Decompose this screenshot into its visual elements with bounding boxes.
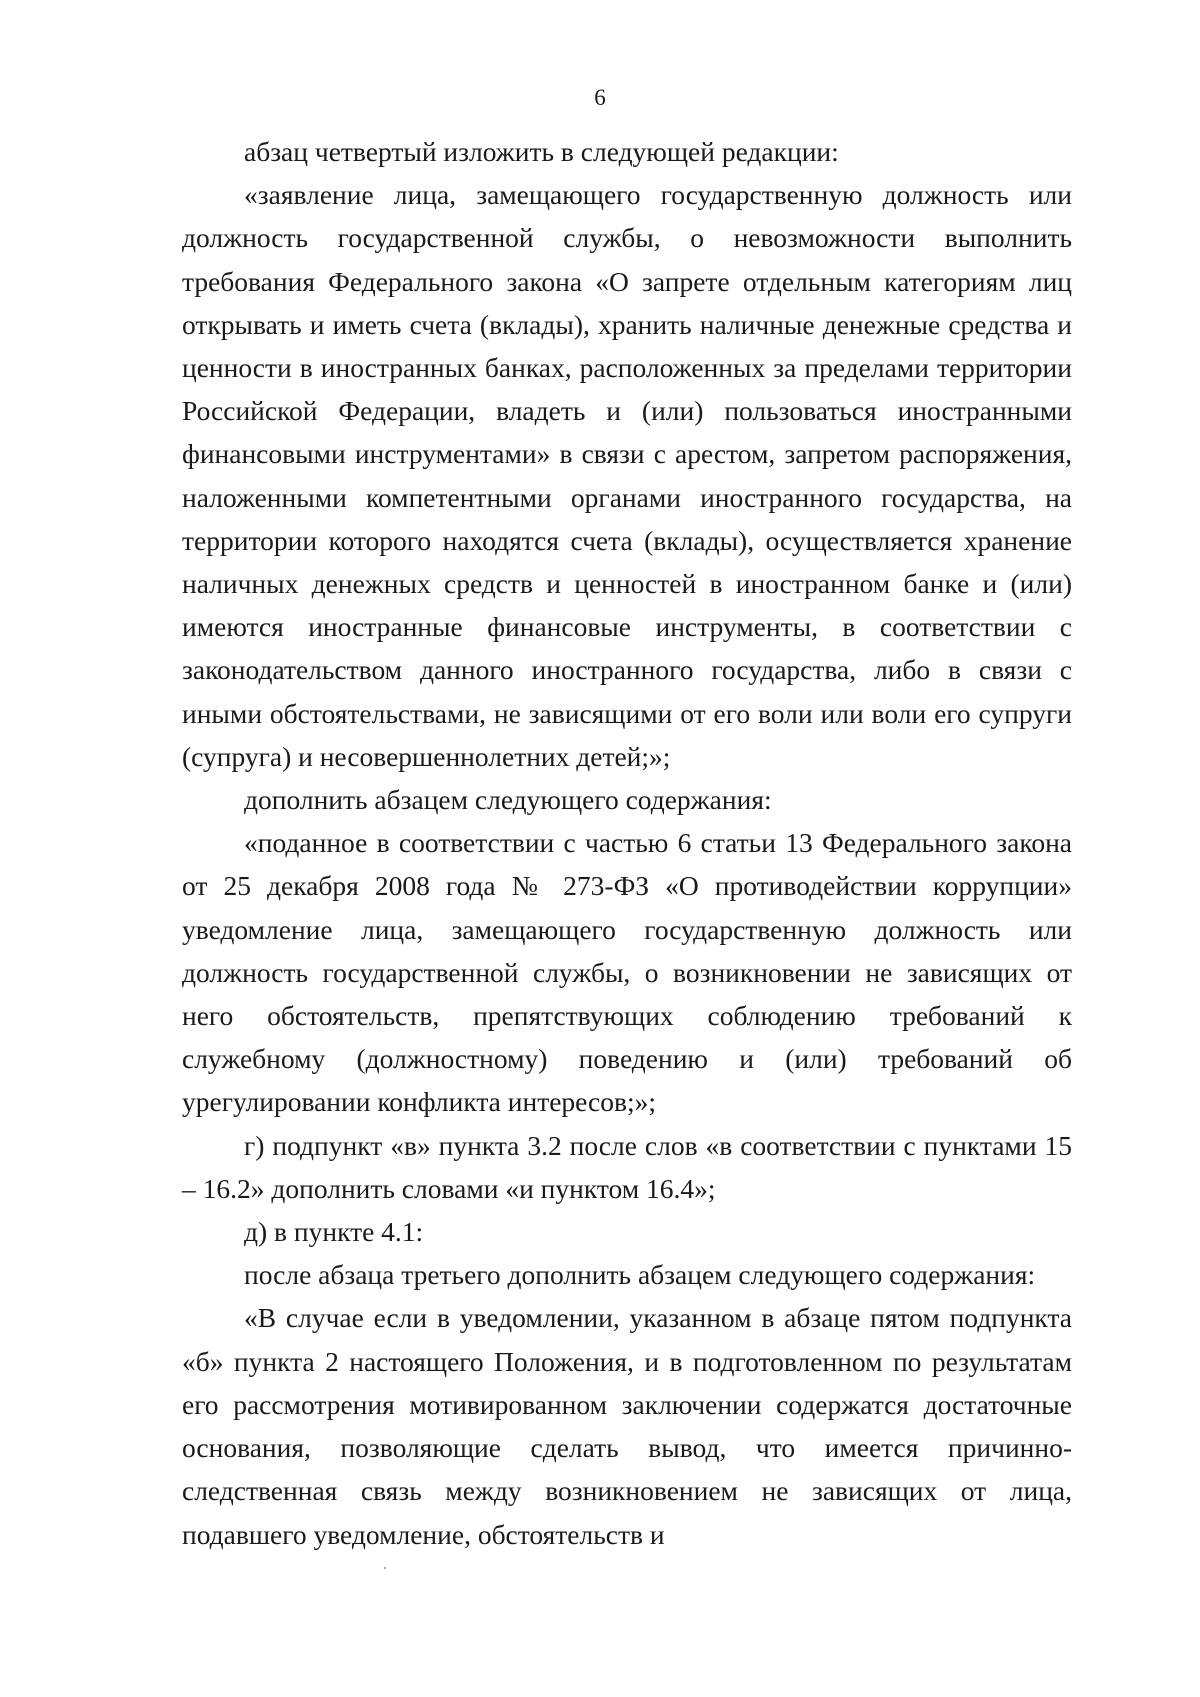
page-number: 6 — [594, 85, 606, 110]
paragraph-1: абзац четвертый изложить в следующей редакции: — [244, 136, 839, 167]
paragraph-4: «поданное в соответствии с частью 6 статьи 13 Федерального закона от 25 декабря 2008 года № 273-ФЗ «О противодействии коррупции» уведомление лица, замещающего государственную должность или должность государственной службы, о возникновении не зависящих от него обстоятельств, препятствующих соблюдению требований к служебному (должностному) поведению и (или) требований об урегулировании конфликта интересов;»; — [182, 827, 1072, 1118]
scan-speck — [384, 1567, 386, 1569]
paragraph-7: после абзаца третьего дополнить абзацем следующего содержания: — [244, 1259, 1036, 1291]
document-body — [182, 130, 1072, 1556]
paragraph-5: г) подпункт «в» пункта 3.2 после слов «в соответствии с пунктами 15 – 16.2» дополнить словами «и пунктом 16.4»; — [182, 1129, 1072, 1204]
paragraph-8: «В случае если в уведомлении, указанном в абзаце пятом подпункта «б» пункта 2 настоящего Положения, и в подготовленном по результатам его рассмотрения мотивированном заключении содержатся достаточные основания, позволяющие сделать вывод, что имеется причинно-следственная связь между возникновением не зависящих от лица, подавшего уведомление, обстоятельств и — [182, 1302, 1072, 1550]
paragraph-3: дополнить абзацем следующего содержания: — [244, 784, 772, 816]
paragraph-6: д) в пункте 4.1: — [244, 1216, 424, 1248]
paragraph-2: «заявление лица, замещающего государственную должность или должность государственной службы, о невозможности выполнить требования Федерального закона «О запрете отдельным категориям лиц открывать и иметь счета (вклады), хранить наличные денежные средства и ценности в иностранных банках, расположенных за пределами территории Российской Федерации, владеть и (или) пользоваться иностранными финансовыми инструментами» в связи с арестом, запретом распоряжения, наложенными компетентными органами иностранного государства, на территории которого находятся счета (вклады), осуществляется хранение наличных денежных средств и ценностей в иностранном банке и (или) имеются иностранные финансовые инструменты, в соответствии с законодательством данного иностранного государства, либо в связи с иными обстоятельствами, не зависящими от его воли или воли его супруги (супруга) и несовершеннолетних детей;»; — [182, 179, 1072, 772]
